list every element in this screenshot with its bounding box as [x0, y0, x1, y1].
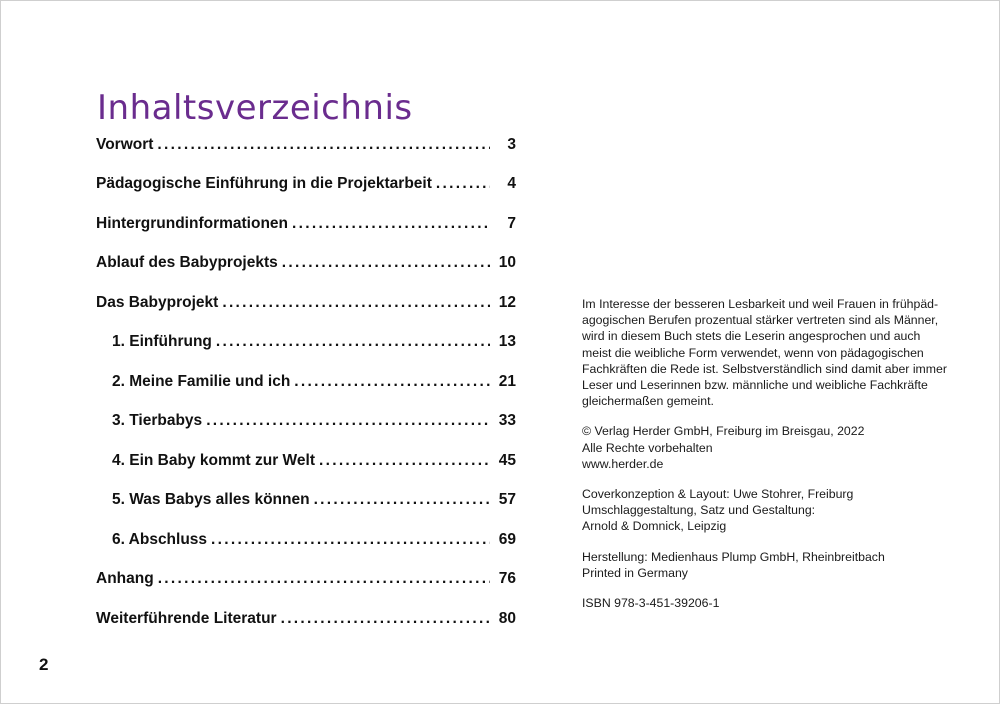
- dot-leader: [157, 136, 490, 154]
- toc-entry-label: 1. Einführung: [112, 333, 212, 351]
- imprint-line: www.herder.de: [582, 456, 664, 471]
- imprint-line: Arnold & Domnick, Leipzig: [582, 519, 727, 534]
- imprint-line: wird in diesem Buch stets die Leserin angesprochen und auch: [582, 329, 921, 344]
- toc-entry-page: 57: [498, 491, 516, 509]
- credits: [582, 486, 952, 535]
- toc-entry[interactable]: [96, 244, 516, 284]
- toc-entry-label: Das Babyprojekt: [96, 293, 219, 311]
- toc-entry[interactable]: [96, 441, 516, 481]
- toc-entry-label: 4. Ein Baby kommt zur Welt: [112, 451, 315, 469]
- page-number: 2: [39, 655, 49, 674]
- toc-entry-label: 3. Tierbabys: [112, 412, 203, 430]
- copyright-notice: [582, 423, 952, 472]
- toc-entry-label: 5. Was Babys alles können: [112, 491, 310, 509]
- toc-entry[interactable]: [96, 481, 516, 521]
- dot-leader: [158, 570, 490, 588]
- dot-leader: [211, 531, 490, 549]
- toc-entry-page: 69: [498, 530, 516, 548]
- dot-leader: [206, 412, 490, 430]
- toc-entry-label: 2. Meine Familie und ich: [112, 372, 291, 390]
- toc-entry[interactable]: [96, 165, 516, 205]
- dot-leader: [282, 254, 490, 272]
- imprint-line: Herstellung: Medienhaus Plump GmbH, Rheinbreitbach: [582, 549, 885, 564]
- imprint-line: Printed in Germany: [582, 565, 688, 580]
- imprint-line: Leser und Leserinnen bzw. männliche und weibliche Fachkräfte: [582, 378, 928, 393]
- imprint-line: agogischen Berufen prozentual stärker vertreten sind als Männer,: [582, 313, 939, 328]
- toc-entry-page: 10: [498, 254, 516, 272]
- gender-note: [582, 296, 952, 409]
- toc-entry[interactable]: [96, 560, 516, 600]
- toc-entry-label: Ablauf des Babyprojekts: [96, 254, 278, 272]
- dot-leader: [436, 175, 490, 193]
- imprint-line: gleichermaßen gemeint.: [582, 394, 714, 409]
- production-info: [582, 549, 952, 581]
- imprint-line: Im Interesse der besseren Lesbarkeit und weil Frauen in frühpäd-: [582, 297, 939, 311]
- toc-entry[interactable]: [96, 323, 516, 363]
- toc-entry-page: 4: [507, 175, 516, 193]
- dot-leader: [292, 215, 490, 233]
- toc-entry[interactable]: [96, 402, 516, 442]
- toc-entry-label: 6. Abschluss: [112, 530, 208, 548]
- imprint-line: © Verlag Herder GmbH, Freiburg im Breisgau, 2022: [582, 424, 865, 439]
- dot-leader: [314, 491, 490, 509]
- isbn: ISBN 978-3-451-39206-1: [582, 596, 720, 611]
- toc-entry[interactable]: [96, 362, 516, 402]
- toc-entry-label: Anhang: [96, 570, 154, 588]
- toc-entry-label: Vorwort: [96, 135, 154, 153]
- toc-entry[interactable]: [96, 283, 516, 323]
- toc-entry-page: 45: [498, 451, 516, 469]
- imprint-line: Umschlaggestaltung, Satz und Gestaltung:: [582, 503, 816, 518]
- toc-entry-page: 33: [498, 412, 516, 430]
- table-of-contents: [96, 125, 516, 639]
- toc-entry-page: 21: [498, 372, 516, 390]
- page-title: Inhaltsverzeichnis: [97, 87, 413, 128]
- toc-entry-page: 7: [507, 214, 516, 232]
- dot-leader: [294, 373, 490, 391]
- toc-entry-label: Weiterführende Literatur: [96, 609, 277, 627]
- imprint-line: meist die weibliche Form verwendet, wenn von pädagogischen: [582, 345, 924, 360]
- imprint-line: Fachkräften die Rede ist. Selbstverständlich sind damit aber immer: [582, 361, 947, 376]
- toc-entry-page: 3: [507, 135, 516, 153]
- dot-leader: [222, 294, 490, 312]
- dot-leader: [319, 452, 490, 470]
- toc-entry[interactable]: [96, 520, 516, 560]
- dot-leader: [281, 610, 490, 628]
- toc-entry[interactable]: [96, 204, 516, 244]
- imprint-block: [582, 296, 952, 625]
- toc-entry-page: 13: [498, 333, 516, 351]
- toc-entry[interactable]: [96, 599, 516, 639]
- toc-entry-page: 76: [498, 570, 516, 588]
- imprint-line: Coverkonzeption & Layout: Uwe Stohrer, Freiburg: [582, 487, 854, 502]
- toc-entry-page: 80: [498, 609, 516, 627]
- dot-leader: [216, 333, 490, 351]
- toc-entry-label: Pädagogische Einführung in die Projektarbeit: [96, 175, 432, 193]
- toc-entry[interactable]: [96, 125, 516, 165]
- toc-entry-label: Hintergrundinformationen: [96, 214, 289, 232]
- imprint-line: Alle Rechte vorbehalten: [582, 440, 713, 455]
- toc-entry-page: 12: [498, 293, 516, 311]
